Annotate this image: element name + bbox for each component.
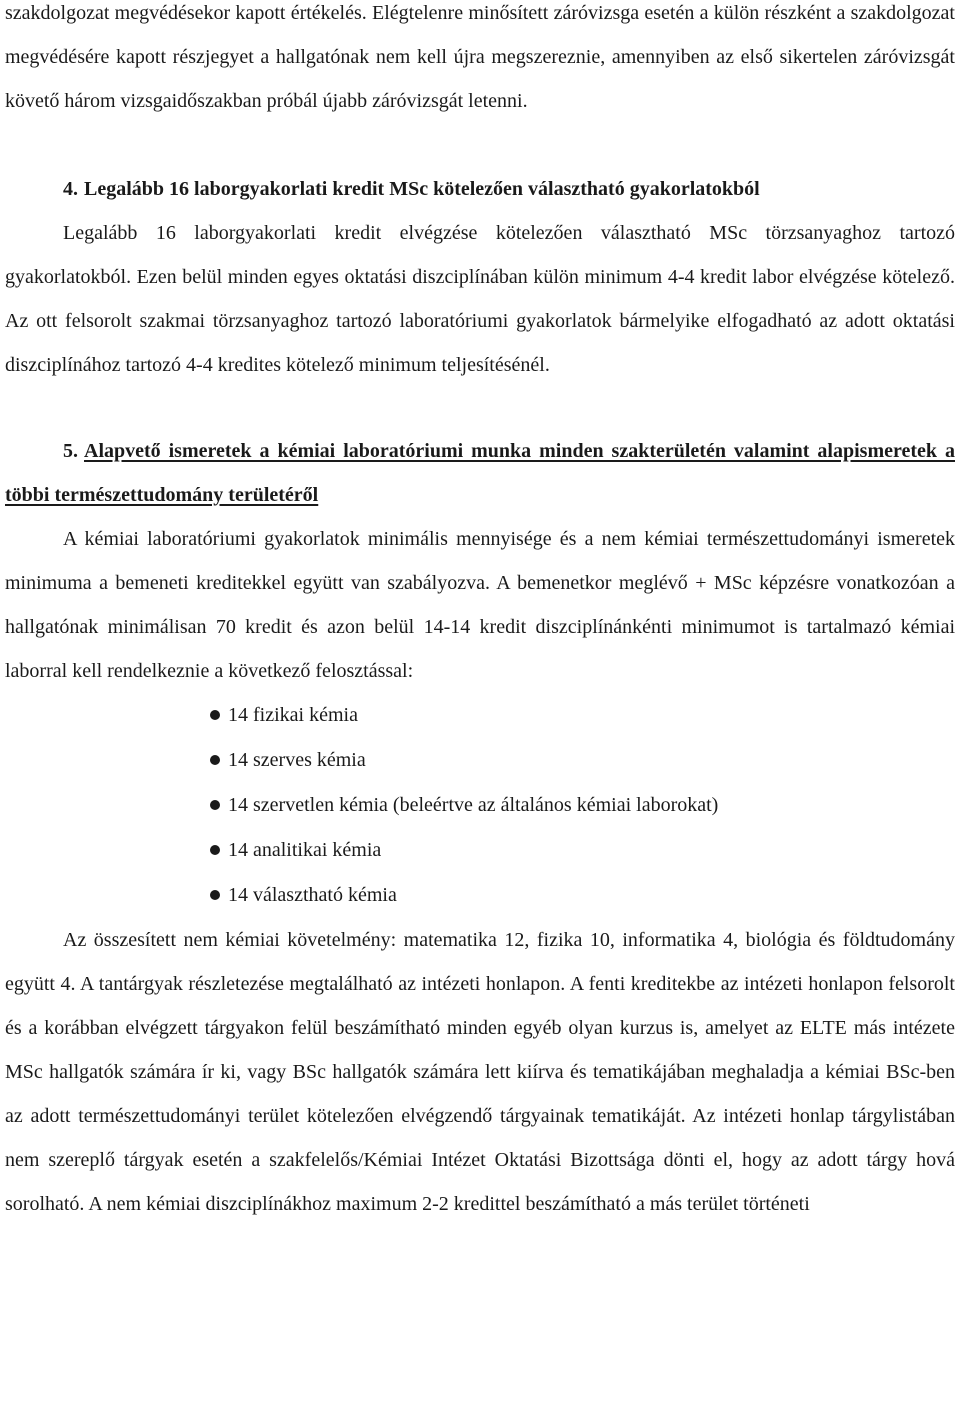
bullet-icon xyxy=(210,800,220,810)
bullet-icon xyxy=(210,890,220,900)
spacer xyxy=(5,387,955,429)
section-5-heading xyxy=(5,429,955,517)
section-5-title: Alapvető ismeretek a kémiai laboratóriumi munka minden szakterületén valamint alapismeretek a többi természettudomány területéről xyxy=(5,440,955,506)
list-item: 14 szervetlen kémia (beleértve az általános kémiai laborokat) xyxy=(5,783,955,828)
section-5-number: 5. xyxy=(63,440,78,462)
bullet-icon xyxy=(210,755,220,765)
credit-distribution-list xyxy=(5,693,955,918)
section-5-body: A kémiai laboratóriumi gyakorlatok minimális mennyisége és a nem kémiai természettudományi ismeretek minimuma a bemeneti kreditekkel együtt van szabályozva. A bemenetkor meglévő + MSc képzésre vonatkozóan a hallgatónak minimálisan 70 kredit és azon belül 14-14 kredit diszciplínánkénti minimumot is tartalmazó kémiai laborral kell rendelkeznie a következő felosztással: xyxy=(5,528,955,682)
section-5-after-list: Az összesített nem kémiai követelmény: matematika 12, fizika 10, informatika 4, biológia és földtudomány együtt 4. A tantárgyak részletezése megtalálható az intézeti honlapon. A fenti kreditekbe az intézeti honlapon felsorolt és a korábban elvégzett tárgyakon felül beszámítható minden egyéb olyan kurzus is, amelyet az ELTE más intézete MSc hallgatók számára ír ki, vagy BSc hallgatók számára lett kiírva és tematikájában meghaladja a kémiai BSc-ben az adott természettudományi terület kötelezően elvégzendő tárgyainak tematikáját. Az intézeti honlap tárgylistában nem szereplő tárgyak esetén a szakfelelős/Kémiai Intézet Oktatási Bizottsága dönti el, hogy az adott tárgy hová sorolható. A nem kémiai diszciplínákhoz maximum 2-2 kredittel beszámítható a más terület történeti xyxy=(5,929,955,1215)
list-item: 14 analitikai kémia xyxy=(5,828,955,873)
document-page xyxy=(5,0,955,1226)
section-4-title: Legalább 16 laborgyakorlati kredit MSc kötelezően választható gyakorlatokból xyxy=(84,178,760,200)
list-item: 14 szerves kémia xyxy=(5,738,955,783)
list-item: 14 választható kémia xyxy=(5,873,955,918)
section-4-body: Legalább 16 laborgyakorlati kredit elvégzése kötelezően választható MSc törzsanyaghoz tartozó gyakorlatokból. Ezen belül minden egyes oktatási diszciplínában külön minimum 4-4 kredit labor elvégzése kötelező. Az ott felsorolt szakmai törzsanyaghoz tartozó laboratóriumi gyakorlatok bármelyike elfogadható az adott oktatási diszciplínához tartozó 4-4 kredites kötelező minimum teljesítésénél. xyxy=(5,222,955,376)
section-4-number: 4. xyxy=(63,178,78,200)
list-item: 14 fizikai kémia xyxy=(5,693,955,738)
spacer xyxy=(5,123,955,167)
intro-paragraph: szakdolgozat megvédésekor kapott értékelés. Elégtelenre minősített záróvizsga esetén a külön részként a szakdolgozat megvédésére kapott részjegyet a hallgatónak nem kell újra megszereznie, amennyiben az első sikertelen záróvizsgát követő három vizsgaidőszakban próbál újabb záróvizsgát letenni. xyxy=(5,2,955,112)
bullet-icon xyxy=(210,845,220,855)
bullet-icon xyxy=(210,710,220,720)
section-4-heading xyxy=(5,167,955,211)
